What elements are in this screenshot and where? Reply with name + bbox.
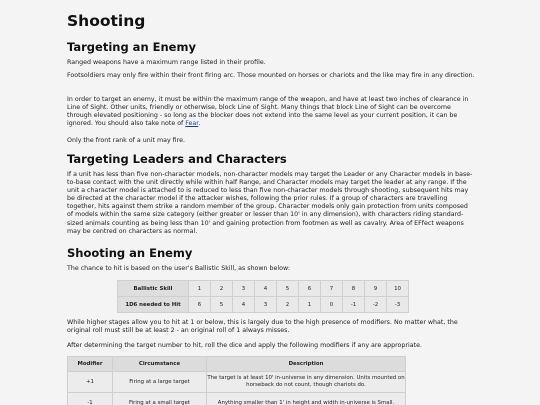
skill-cell: 6 [299, 281, 321, 297]
page-title: Shooting [67, 12, 146, 30]
paragraph-leaders-rules: If a unit has less than five non-character models, non-character models may target the Leader or any Character models in base-to-base contact with the unit directly while within half Range, and Character models may target the leader at any range. If the unit a character model is attached to is reduced to less than five non-character models through shooting, subsequent hits may be directed at the character model if the attacker wishes, following the prior rules. If a group of characters are travelling together, hits against them strike a random member of the group. Character models only gain protection from units composed of models within the same size category (either greater or lesser than 10' in any dimension), with characters riding standard-sized animals counting as being less than 10' and gaining protection from footmen as well as cavalry. Area of EFfect weapons may be centred on characters as normal. [67, 171, 473, 235]
needed-cell: -1 [343, 297, 365, 313]
ballistic-skill-table [117, 280, 409, 313]
description-column-header: Description [207, 357, 406, 372]
needed-cell: 6 [189, 297, 211, 313]
skill-cell: 8 [343, 281, 365, 297]
skill-cell: 5 [277, 281, 299, 297]
fear-link[interactable]: Fear [185, 120, 199, 128]
paragraph-higher-stages: While higher stages allow you to hit at 1 or below, this is largely due to the high presence of modifiers. No matter what, the original roll must still be at least 2 - an original roll of 1 always misses. [67, 319, 458, 335]
modifier-cell: +1 [68, 372, 113, 393]
ballistic-skill-row [118, 281, 409, 297]
circumstance-cell: Firing at a large target [113, 372, 207, 393]
skill-cell: 7 [321, 281, 343, 297]
paragraph-firing-arc: Footsoldiers may only fire within their front firing arc. Those mounted on horses or chariots and the like may fire in any direction. [67, 72, 475, 79]
description-cell: The target is at least 10' in-universe in any dimension. Units mounted on horseback do not count, though chariots do. [207, 372, 406, 393]
table-row [68, 372, 406, 393]
needed-to-hit-header: 1D6 needed to Hit [118, 297, 189, 313]
needed-cell: 5 [211, 297, 233, 313]
circumstance-column-header: Circumstance [113, 357, 207, 372]
needed-to-hit-row [118, 297, 409, 313]
skill-cell: 3 [233, 281, 255, 297]
line-of-sight-text-end: . [198, 120, 201, 128]
needed-cell: 0 [321, 297, 343, 313]
heading-shooting-an-enemy: Shooting an Enemy [67, 246, 193, 260]
table-row [68, 393, 406, 405]
skill-cell: 9 [365, 281, 387, 297]
paragraph-front-rank: Only the front rank of a unit may fire. [67, 137, 185, 144]
needed-cell: 2 [277, 297, 299, 313]
ballistic-skill-header: Ballistic Skill [118, 281, 189, 297]
skill-cell: 10 [387, 281, 409, 297]
modifiers-header-row [68, 357, 406, 372]
paragraph-line-of-sight [67, 96, 475, 128]
paragraph-ranged-weapons: Ranged weapons have a maximum range listed in their profile. [67, 59, 266, 66]
heading-targeting-an-enemy: Targeting an Enemy [67, 40, 196, 54]
skill-cell: 2 [211, 281, 233, 297]
modifier-cell: -1 [68, 393, 113, 405]
description-cell: Anything smaller than 1' in height and width in-universe is Small. [207, 393, 406, 405]
heading-targeting-leaders: Targeting Leaders and Characters [67, 152, 287, 166]
needed-cell: 3 [255, 297, 277, 313]
modifiers-table [67, 356, 406, 405]
paragraph-modifiers-intro: After determining the target number to hit, roll the dice and apply the following modifiers if any are appropriate. [67, 342, 422, 349]
modifier-column-header: Modifier [68, 357, 113, 372]
line-of-sight-text: In order to target an enemy, it must be within the maximum range of the weapon, and have at least two inches of clearance in Line of Sight. Other units, friendly or otherwise, block Line of Sight. Many things that block Line of Sight can be overcome through elevated positioning - so long as the blocker does not extend into the same level as your current position, it can be ignored. You should also take note of [67, 96, 469, 128]
needed-cell: 1 [299, 297, 321, 313]
paragraph-chance-to-hit: The chance to hit is based on the user's Ballistic Skill, as shown below: [67, 265, 290, 272]
needed-cell: -2 [365, 297, 387, 313]
circumstance-cell: Firing at a small target [113, 393, 207, 405]
needed-cell: -3 [387, 297, 409, 313]
skill-cell: 1 [189, 281, 211, 297]
needed-cell: 4 [233, 297, 255, 313]
skill-cell: 4 [255, 281, 277, 297]
